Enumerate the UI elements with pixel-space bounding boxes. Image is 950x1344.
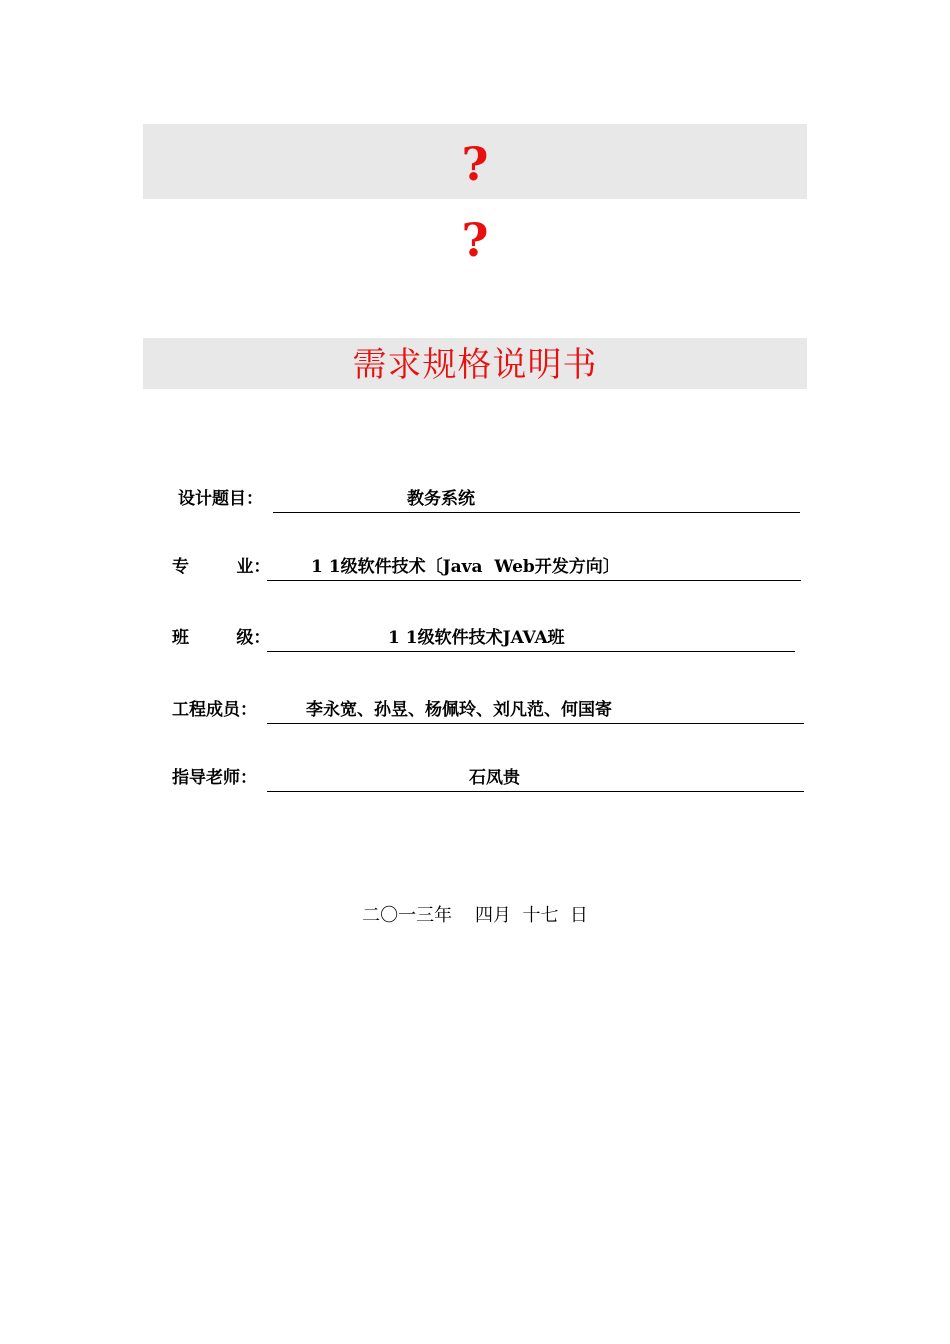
class-label: 班 级： — [172, 628, 271, 648]
major-label: 专 业： — [172, 557, 271, 577]
members-value: 李永宽、孙昱、杨佩玲、刘凡范、何国寄 — [306, 700, 612, 720]
topic-row — [178, 486, 800, 512]
major-value: 1 1级软件技术〔Java Web开发方向〕 — [311, 557, 620, 577]
topic-value: 教务系统 — [407, 489, 475, 509]
advisor-value: 石凤贵 — [469, 768, 520, 788]
advisor-row — [172, 765, 804, 791]
members-row — [172, 697, 804, 723]
class-row — [172, 625, 795, 651]
missing-glyph-placeholder: ? — [461, 137, 489, 191]
members-label: 工程成员： — [172, 700, 257, 720]
advisor-field — [267, 765, 804, 792]
document-title: 需求规格说明书 — [352, 345, 598, 385]
topic-field — [273, 486, 800, 513]
major-row — [172, 554, 801, 580]
missing-glyph-placeholder: ? — [461, 213, 489, 267]
topic-label: 设计题目： — [178, 489, 263, 509]
class-value: 1 1级软件技术JAVA班 — [388, 628, 565, 648]
document-date: 二〇一三年 四月 十七 日 — [362, 905, 588, 926]
advisor-label: 指导老师： — [172, 768, 257, 788]
